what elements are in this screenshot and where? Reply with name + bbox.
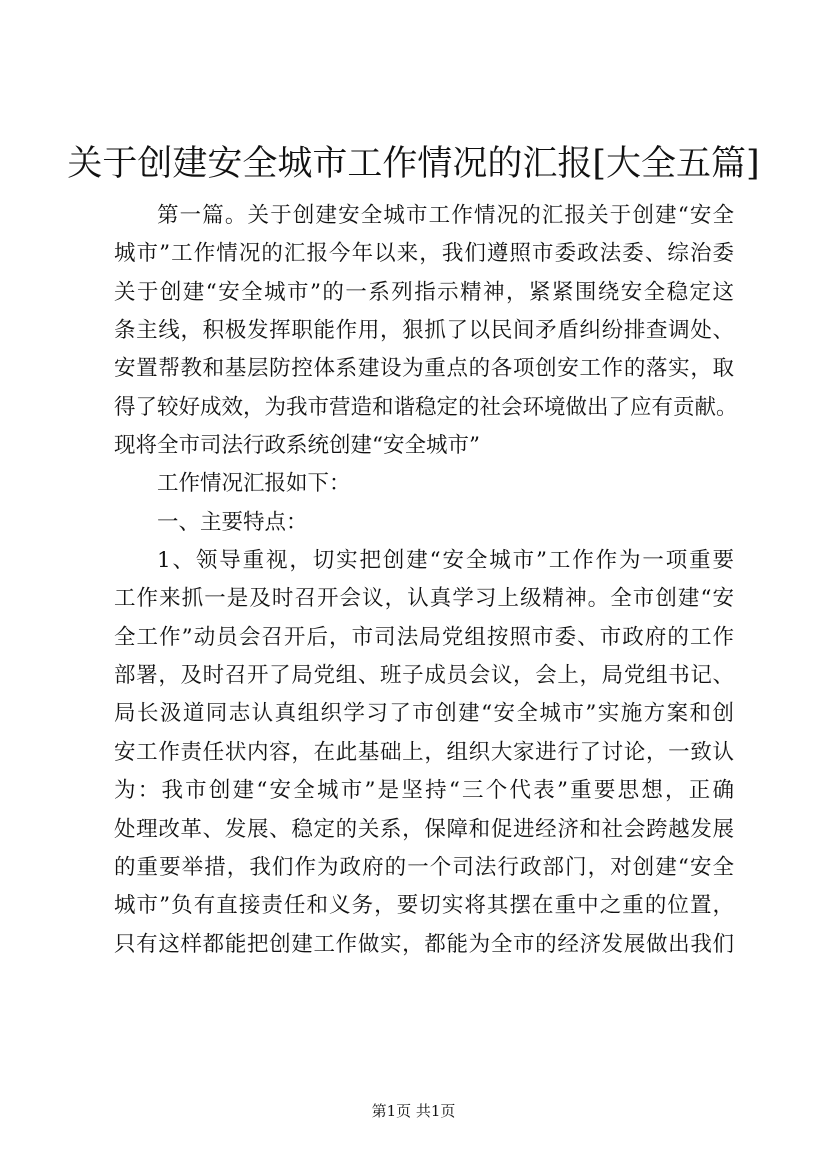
paragraph-line: 第一篇。关于创建安全城市工作情况的汇报关于创建“安全 xyxy=(157,203,734,228)
paragraph-line: 安工作责任状内容，在此基础上，组织大家进行了讨论，一致认 xyxy=(114,739,734,765)
paragraph-line: 局长汲道同志认真组织学习了市创建“安全城市”实施方案和创 xyxy=(114,701,734,727)
page-footer: 第1页 共1页 xyxy=(371,1102,456,1120)
paragraph-line: 工作情况汇报如下： xyxy=(157,471,351,497)
paragraph-line: 条主线，积极发挥职能作用，狠抓了以民间矛盾纠纷排查调处、 xyxy=(114,318,734,344)
paragraph-line: 部署，及时召开了局党组、班子成员会议，会上，局党组书记、 xyxy=(114,663,734,689)
paragraph-line: 处理改革、发展、稳定的关系，保障和促进经济和社会跨越发展 xyxy=(114,816,734,842)
document-body xyxy=(114,197,738,964)
paragraph-line: 只有这样都能把创建工作做实，都能为全市的经济发展做出我们 xyxy=(114,931,734,957)
paragraph-line: 全工作”动员会召开后，市司法局党组按照市委、市政府的工作 xyxy=(114,624,734,650)
section-heading: 一、主要特点： xyxy=(157,509,308,535)
paragraph-line: 现将全市司法行政系统创建“安全城市” xyxy=(114,433,480,459)
paragraph-line: 关于创建“安全城市”的一系列指示精神，紧紧围绕安全稳定这 xyxy=(114,279,734,305)
paragraph-line: 得了较好成效，为我市营造和谐稳定的社会环境做出了应有贡献。 xyxy=(114,394,738,420)
paragraph-line: 安置帮教和基层防控体系建设为重点的各项创安工作的落实，取 xyxy=(114,356,734,382)
paragraph-line: 的重要举措，我们作为政府的一个司法行政部门，对创建“安全 xyxy=(114,854,734,880)
paragraph-line: 工作来抓一是及时召开会议，认真学习上级精神。全市创建“安 xyxy=(114,586,734,612)
paragraph-line: 城市”负有直接责任和义务，要切实将其摆在重中之重的位置， xyxy=(114,893,734,919)
paragraph-line: 城市”工作情况的汇报今年以来，我们遵照市委政法委、综治委 xyxy=(114,241,734,267)
paragraph-line: 1、领导重视，切实把创建“安全城市”工作作为一项重要 xyxy=(157,548,734,574)
paragraph-line: 为：我市创建“安全城市”是坚持“三个代表”重要思想，正确 xyxy=(114,778,734,804)
document-title: 关于创建安全城市工作情况的汇报[大全五篇] xyxy=(67,144,760,184)
